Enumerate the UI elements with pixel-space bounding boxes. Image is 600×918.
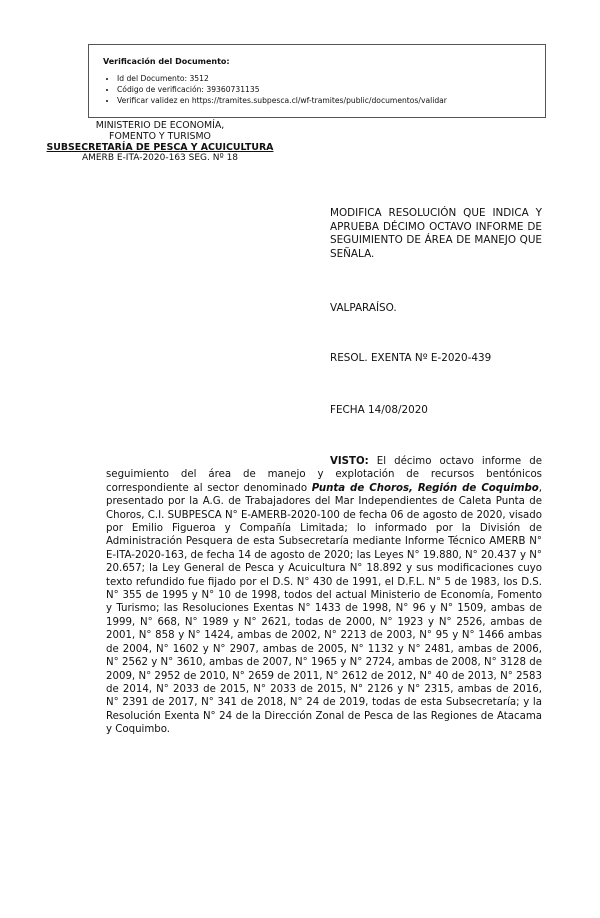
ministry-line-1: MINISTERIO DE ECONOMÍA, bbox=[95, 120, 225, 131]
visto-label: VISTO: bbox=[330, 456, 369, 467]
reference-code: AMERB E-ITA-2020-163 SEG. Nº 18 bbox=[81, 153, 239, 163]
resolution-number: RESOL. EXENTA Nº E-2020-439 bbox=[330, 352, 492, 364]
verification-url[interactable]: • Verificar validez en https://tramites.subpesca.cl/wf-tramites/public/documentos/validar bbox=[117, 95, 545, 106]
verification-title: Verificación del Documento: bbox=[103, 57, 230, 66]
visto-paragraph bbox=[106, 455, 542, 737]
verification-box bbox=[88, 44, 546, 118]
verification-document-id: • Id del Documento: 3512 bbox=[117, 73, 545, 84]
verification-code: • Código de verificación: 39360731135 bbox=[117, 84, 545, 95]
visto-text-part-2: , presentado por la A.G. de Trabajadores del Mar Independientes de Caleta Punta de Choros, C.I. SUBPESCA N° E-AMERB-2020-100 de fecha 06 de agosto de 2020, visado por Emilio Figueroa y Compañía Limitada; lo informado por la División de Administración Pesquera de esta Subsecretaría mediante Informe Técnico AMERB N° E-ITA-2020-163, de fecha 14 de agosto de 2020; las Leyes N° 19.880, N° 20.437 y N° 20.657; la Ley General de Pesca y Acuicultura N° 18.892 y sus modificaciones cuyo texto refundido fue fijado por el D.S. N° 430 de 1991, el D.F.L. N° 5 de 1983, los D.S. N° 355 de 1995 y N° 10 de 1998, todos del actual Ministerio de Economía, Fomento y Turismo; las Resoluciones Exentas N° 1433 de 1998, N° 96 y N° 1509, ambas de 1999, N° 668, N° 1989 y N° 2621, todas de 2000, N° 1923 y N° 2526, ambas de 2001, N° 858 y N° 1424, ambas de 2002, N° 2213 de 2003, N° 95 y N° 1466 ambas de 2004, N° 1602 y N° 2907, ambas de 2005, N° 1132 y N° 2481, ambas de 2006, N° 2562 y N° 3610, ambas de 2007, N° 1965 y N° 2724, ambas de 2008, N° 3128 de 2009, N° 2952 de 2010, N° 2659 de 2011, N° 2612 de 2012, N° 40 de 2013, N° 2583 de 2014, N° 2033 de 2015, N° 2033 de 2015, N° 2126 y N° 2315, ambas de 2016, N° 2391 de 2017, N° 341 de 2018, N° 24 de 2019, todas de esta Subsecretaría; y la Resolución Exenta N° 24 de la Dirección Zonal de Pesca de las Regiones de Atacama y Coquimbo. bbox=[106, 482, 542, 736]
verification-list bbox=[103, 73, 545, 106]
sector-name: Punta de Choros, Región de Coquimbo bbox=[311, 482, 539, 494]
resolution-subject: MODIFICA RESOLUCIÓN QUE INDICA Y APRUEBA DÉCIMO OCTAVO INFORME DE SEGUIMIENTO DE ÁREA DE MANEJO QUE SEÑALA. bbox=[330, 207, 542, 260]
resolution-date: FECHA 14/08/2020 bbox=[330, 404, 428, 416]
issuer-header bbox=[30, 120, 290, 164]
visto-text-part-1: El décimo octavo informe de seguimiento del área de manejo y explotación de recursos bentónicos correspondiente al sector denominado bbox=[106, 456, 542, 494]
subsecretaria-title: SUBSECRETARÍA DE PESCA Y ACUICULTURA bbox=[46, 142, 274, 153]
ministry-line-2: FOMENTO Y TURISMO bbox=[109, 131, 211, 142]
place-line: VALPARAÍSO. bbox=[330, 302, 397, 314]
